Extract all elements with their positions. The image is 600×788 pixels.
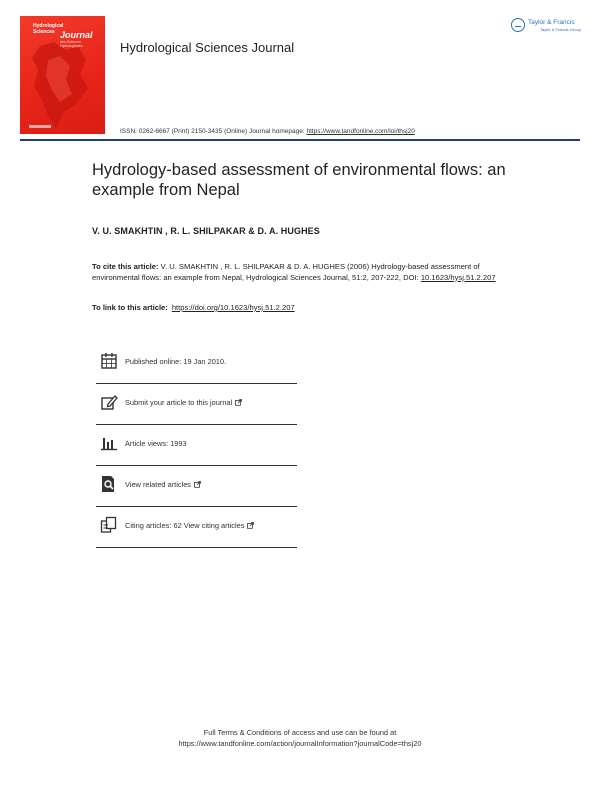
related-articles-row[interactable] bbox=[96, 466, 297, 507]
header-divider bbox=[20, 139, 580, 141]
citation-block bbox=[92, 262, 504, 283]
publisher-subtitle: Taylor & Francis Group bbox=[540, 27, 581, 32]
submit-article-link[interactable]: Submit your article to this journal bbox=[125, 398, 242, 407]
published-online-text: Published online: 19 Jan 2010. bbox=[125, 357, 227, 366]
doi-link[interactable]: 10.1623/hysj.51.2.207 bbox=[420, 272, 496, 282]
article-authors: V. U. SMAKHTIN , R. L. SHILPAKAR & D. A. HUGHES bbox=[92, 226, 320, 236]
cover-publisher-mark bbox=[29, 125, 51, 128]
publisher-logo bbox=[511, 17, 583, 35]
cover-journal-word: Journal bbox=[60, 30, 93, 40]
published-online-row bbox=[96, 343, 297, 384]
journal-title: Hydrological Sciences Journal bbox=[120, 40, 295, 55]
related-articles-link[interactable]: View related articles bbox=[125, 480, 201, 489]
article-info-list bbox=[96, 343, 297, 548]
issn-line: ISSN: 0262-6667 (Print) 2150-3435 (Online) Journal homepage: https://www.tandfonline.com/loi/thsj20 bbox=[120, 128, 415, 135]
publisher-logo-icon bbox=[511, 18, 525, 32]
external-link-icon bbox=[235, 399, 242, 406]
edit-icon bbox=[100, 393, 118, 411]
article-views-text: Article views: 1993 bbox=[125, 439, 187, 448]
journal-homepage-link[interactable]: https://www.tandfonline.com/loi/thsj20 bbox=[306, 128, 415, 135]
terms-text: Full Terms & Conditions of access and use can be found at bbox=[203, 728, 397, 737]
journal-cover-image bbox=[20, 16, 105, 134]
terms-url-link[interactable]: https://www.tandfonline.com/action/journalInformation?journalCode=thsj20 bbox=[178, 739, 422, 748]
citation-text: V. U. SMAKHTIN , R. L. SHILPAKAR & D. A. HUGHES (2006) Hydrology-based assessment of environmental flows: an example from Nepal, Hydrological Sciences Journal, 51:2, 207-222, DOI: bbox=[92, 262, 480, 282]
article-views-row bbox=[96, 425, 297, 466]
external-link-icon bbox=[247, 522, 254, 529]
submit-article-row[interactable] bbox=[96, 384, 297, 425]
link-to-article bbox=[92, 303, 295, 312]
calendar-icon bbox=[100, 352, 118, 370]
citing-articles-row[interactable] bbox=[96, 507, 297, 548]
external-link-icon bbox=[194, 481, 201, 488]
cover-subtitle: des Sciences Hydrologiques bbox=[60, 40, 83, 48]
article-doi-url-link[interactable]: https://doi.org/10.1623/hysj.51.2.207 bbox=[171, 303, 295, 312]
search-document-icon bbox=[100, 475, 118, 493]
citing-articles-link[interactable]: Citing articles: 62 View citing articles bbox=[125, 521, 254, 530]
terms-footer bbox=[0, 727, 600, 749]
cover-title: Hydrological Sciences bbox=[33, 23, 64, 35]
citing-articles-icon bbox=[100, 516, 118, 534]
bar-chart-icon bbox=[100, 434, 118, 452]
article-title: Hydrology-based assessment of environmental flows: an example from Nepal bbox=[92, 161, 506, 199]
link-label: To link to this article: bbox=[92, 303, 168, 312]
citation-label: To cite this article: bbox=[92, 262, 159, 271]
publisher-name: Taylor & Francis bbox=[528, 19, 575, 26]
